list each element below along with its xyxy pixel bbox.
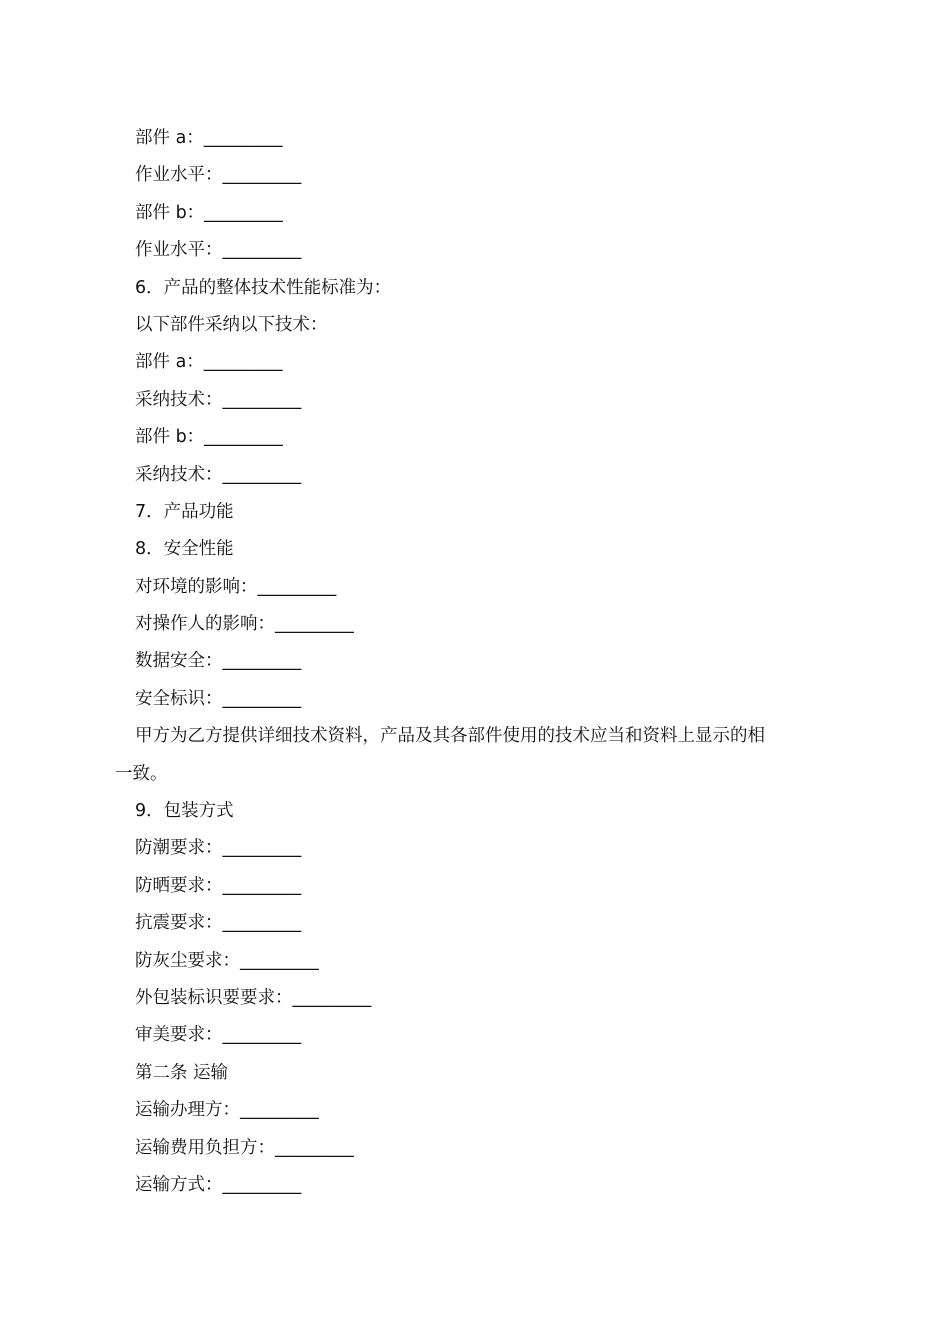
field-moisture-requirement: 防潮要求：_________ bbox=[135, 838, 302, 859]
field-work-level: 作业水平：_________ bbox=[135, 240, 302, 261]
field-operator-impact: 对操作人的影响：_________ bbox=[135, 614, 354, 635]
field-transport-cost-bearer: 运输费用负担方：_________ bbox=[135, 1137, 354, 1158]
field-dust-requirement: 防灰尘要求：_________ bbox=[135, 950, 319, 971]
field-part-a: 部件 a：_________ bbox=[135, 352, 283, 373]
field-transport-method: 运输方式：_________ bbox=[135, 1174, 302, 1195]
field-data-security: 数据安全：_________ bbox=[135, 651, 302, 672]
field-aesthetic-requirement: 审美要求：_________ bbox=[135, 1025, 302, 1046]
field-adopted-technology: 采纳技术：_________ bbox=[135, 464, 302, 485]
field-adopted-technology: 采纳技术：_________ bbox=[135, 389, 302, 410]
section-heading-9: 9．包装方式 bbox=[135, 801, 234, 822]
field-part-a: 部件 a：_________ bbox=[135, 128, 283, 148]
section-heading-8: 8．安全性能 bbox=[135, 539, 234, 560]
section-heading-6: 6．产品的整体技术性能标准为： bbox=[135, 277, 392, 298]
field-outer-package-label: 外包装标识要要求：_________ bbox=[135, 987, 372, 1008]
paragraph-line: 甲方为乙方提供详细技术资料，产品及其各部件使用的技术应当和资料上显示的相 bbox=[135, 726, 765, 747]
field-environment-impact: 对环境的影响：_________ bbox=[135, 576, 337, 597]
field-safety-label: 安全标识：_________ bbox=[135, 688, 302, 709]
paragraph-line-continued: 一致。 bbox=[115, 763, 168, 784]
field-transport-handler: 运输办理方：_________ bbox=[135, 1100, 319, 1121]
article-heading-transport: 第二条 运输 bbox=[135, 1062, 229, 1083]
field-sun-requirement: 防晒要求：_________ bbox=[135, 875, 302, 896]
field-shock-requirement: 抗震要求：_________ bbox=[135, 913, 302, 934]
field-part-b: 部件 b：_________ bbox=[135, 202, 283, 223]
field-part-b: 部件 b：_________ bbox=[135, 427, 283, 448]
section-heading-7: 7．产品功能 bbox=[135, 501, 234, 522]
field-work-level: 作业水平：_________ bbox=[135, 165, 302, 186]
document-body bbox=[115, 120, 835, 1204]
text-line: 以下部件采纳以下技术： bbox=[135, 314, 328, 335]
